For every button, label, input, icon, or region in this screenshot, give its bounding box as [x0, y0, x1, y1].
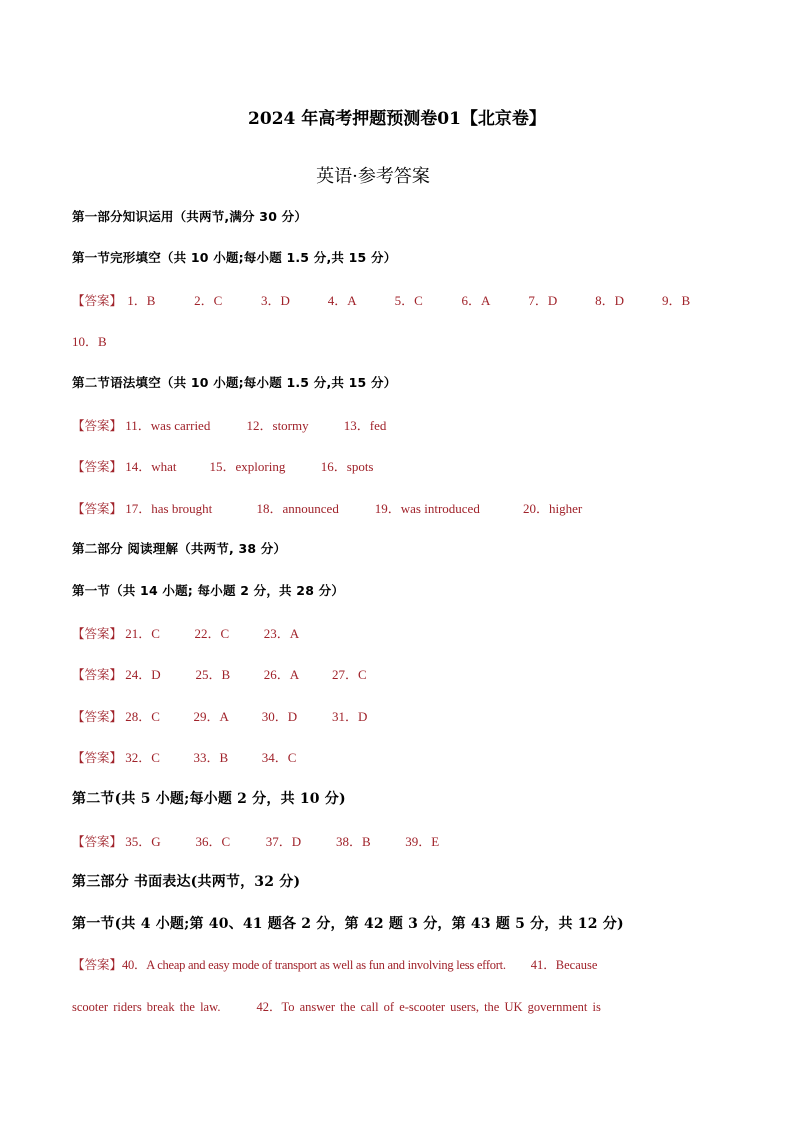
answer-tag: 【答案】 [72, 667, 123, 682]
reading-answers-row1 [72, 623, 299, 642]
answer-tag: 【答案】 [72, 834, 123, 849]
answer-tag: 【答案】 [72, 293, 123, 308]
answer-item: 15．exploring [209, 459, 286, 474]
answer-item: 23．A [263, 626, 300, 641]
answer-item: 8．D [595, 293, 625, 308]
document-title: 2024 年高考押题预测卷01【北京卷】 [248, 109, 546, 129]
answer-item: 20．higher [523, 501, 583, 516]
answer-tag: 【答案】 [72, 626, 123, 641]
answer-item: 28．C [125, 709, 160, 724]
part2-section1-heading: 第一节（共 14 小题; 每小题 2 分，共 28 分） [72, 583, 345, 598]
answer-item: 6．A [461, 293, 491, 308]
grammar-answers-row2 [72, 456, 374, 475]
answer-item: 30．D [261, 709, 298, 724]
answer-text: 42．To answer the call of e-scooter users, the UK government is [256, 1000, 601, 1014]
answer-item: 39．E [405, 834, 440, 849]
answer-item: 38．B [336, 834, 371, 849]
answer-item: 2．C [194, 293, 223, 308]
sentence-fill-answers [72, 831, 439, 850]
part3-heading: 第三部分 书面表达(共两节，32 分) [72, 874, 301, 890]
answer-item: 19．was introduced [374, 501, 480, 516]
answer-item: 26．A [263, 667, 300, 682]
answer-tag: 【答案】 [72, 709, 123, 724]
answer-item: 7．D [528, 293, 558, 308]
reading-answers-row3 [72, 706, 367, 725]
answer-item: 5．C [394, 293, 423, 308]
writing-answers-line1 [72, 955, 597, 973]
part1-section2-heading: 第二节语法填空（共 10 小题;每小题 1.5 分,共 15 分） [72, 375, 397, 390]
answer-item: 24．D [125, 667, 161, 682]
answer-item: 12．stormy [246, 418, 309, 433]
answer-item: 11．was carried [125, 418, 211, 433]
answer-item: 31．D [332, 709, 368, 724]
answer-text: 40．A cheap and easy mode of transport as well as fun and involving less effort. [122, 958, 506, 972]
answer-item: 37．D [265, 834, 302, 849]
cloze-answers-row1 [72, 290, 690, 309]
answer-text: 41．Because [530, 958, 598, 972]
part1-heading: 第一部分知识运用（共两节,满分 30 分） [72, 209, 308, 224]
answer-item: 27．C [332, 667, 367, 682]
reading-answers-row4 [72, 747, 296, 766]
answer-tag: 【答案】 [72, 459, 123, 474]
answer-item: 36．C [195, 834, 231, 849]
answer-text: scooter riders break the law. [72, 1000, 221, 1014]
answer-item: 35．G [125, 834, 161, 849]
answer-item: 21．C [125, 626, 160, 641]
answer-item: 25．B [195, 667, 231, 682]
answer-tag: 【答案】 [72, 750, 123, 765]
part3-section1-heading: 第一节(共 4 小题;第 40、41 题各 2 分，第 42 题 3 分，第 43 题 5 分，共 12 分) [72, 916, 624, 932]
answer-item: 33．B [193, 750, 229, 765]
answer-item: 34．C [261, 750, 297, 765]
answer-item: 13．fed [343, 418, 387, 433]
answer-item: 32．C [125, 750, 160, 765]
part2-heading: 第二部分 阅读理解（共两节, 38 分） [72, 541, 287, 556]
reading-answers-row2 [72, 664, 367, 683]
writing-answers-line2 [72, 997, 601, 1015]
answer-item: 17．has brought [125, 501, 213, 516]
part2-section2-heading: 第二节(共 5 小题;每小题 2 分，共 10 分) [72, 791, 346, 807]
answer-item: 16．spots [320, 459, 374, 474]
answer-tag: 【答案】 [72, 418, 123, 433]
answer-item: 1．B [127, 293, 156, 308]
answer-item: 10．B [72, 334, 107, 349]
document-subtitle: 英语·参考答案 [316, 166, 430, 187]
answer-item: 9．B [662, 293, 691, 308]
answer-item: 4．A [327, 293, 357, 308]
answer-item: 14．what [125, 459, 177, 474]
answer-item: 29．A [193, 709, 229, 724]
answer-tag: 【答案】 [72, 957, 123, 972]
answer-item: 22．C [194, 626, 230, 641]
answer-tag: 【答案】 [72, 501, 123, 516]
grammar-answers-row1 [72, 415, 386, 434]
answer-item: 3．D [260, 293, 290, 308]
part1-section1-heading: 第一节完形填空（共 10 小题;每小题 1.5 分,共 15 分） [72, 250, 397, 265]
grammar-answers-row3 [72, 498, 582, 517]
answer-item: 18．announced [256, 501, 339, 516]
cloze-answers-row2 [72, 331, 107, 350]
